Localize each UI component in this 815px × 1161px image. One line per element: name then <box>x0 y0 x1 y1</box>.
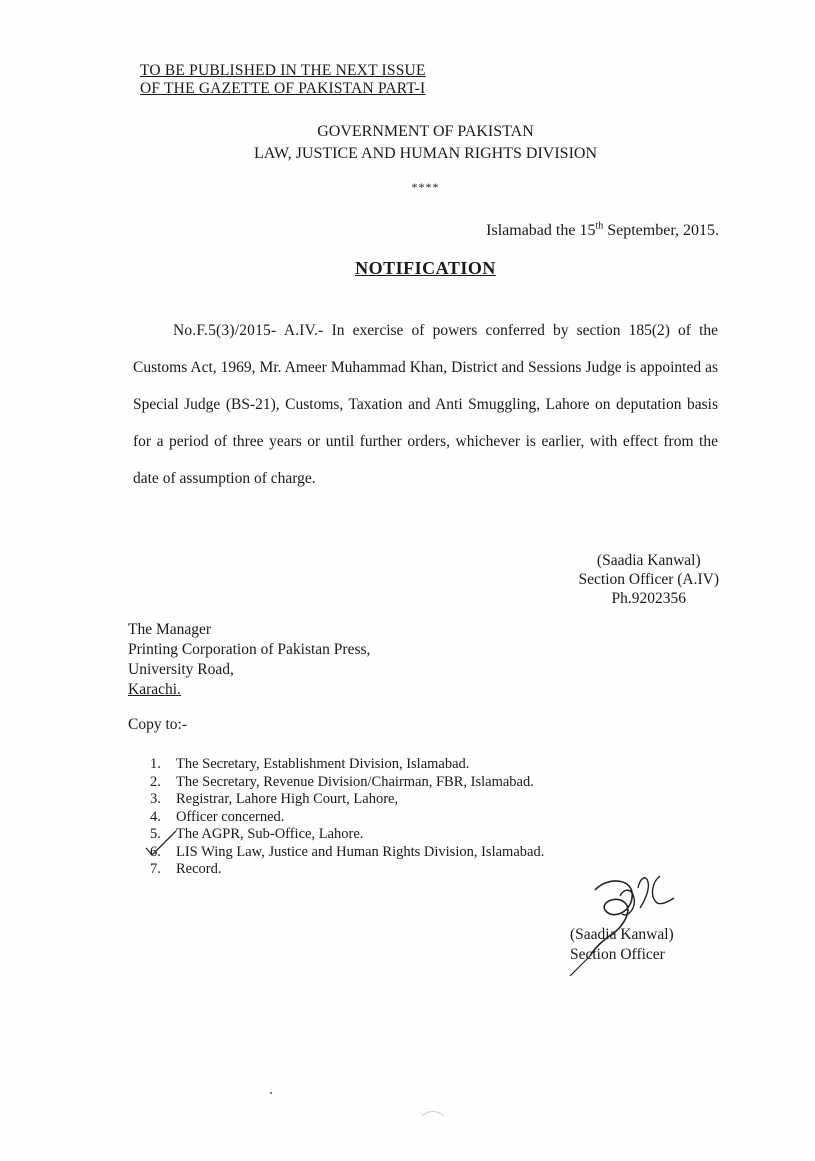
publish-instruction-line-1: TO BE PUBLISHED IN THE NEXT ISSUE <box>140 62 426 79</box>
copy-to-item-text: Officer concerned. <box>176 808 285 825</box>
copy-to-item-number: 1. <box>150 756 161 772</box>
copy-to-item-number: 7. <box>150 861 161 877</box>
notification-body <box>133 312 718 497</box>
copy-to-item-number: 2. <box>150 773 161 790</box>
date-prefix: Islamabad the 15 <box>486 222 596 239</box>
publish-instruction-line-2: OF THE GAZETTE OF PAKISTAN PART-I <box>140 80 426 97</box>
date-line <box>486 222 719 240</box>
notification-text: In exercise of powers conferred by section 185(2) of the Customs Act, 1969, Mr. Ameer Muhammad Khan, District and Sessions Judge is appointed as Special Judge (BS-21), Customs, Taxation and Anti Smuggling, Lahore on deputation basis for a period of three years or until further orders, whichever is earlier, with effect from the date of assumption of charge. <box>133 322 719 487</box>
scan-speck <box>270 1092 272 1094</box>
final-signatory-designation: Section Officer <box>570 946 665 963</box>
signatory-phone: Ph.9202356 <box>611 590 687 607</box>
copy-to-item-text: Record. <box>176 861 222 877</box>
copy-to-label: Copy to:- <box>128 716 187 733</box>
addressee-line-1: The Manager <box>128 621 212 638</box>
final-signature-block <box>570 925 674 965</box>
government-heading: GOVERNMENT OF PAKISTAN <box>317 123 534 140</box>
copy-to-item-number: 5. <box>150 826 161 842</box>
copy-to-item <box>150 756 544 774</box>
signatory-block <box>579 551 719 608</box>
signatory-name: (Saadia Kanwal) <box>596 552 701 569</box>
separator-stars: **** <box>411 180 440 194</box>
notification-reference: No.F.5(3)/2015- A.IV.- <box>173 322 324 339</box>
copy-to-list <box>150 756 544 879</box>
copy-to-item-number: 3. <box>150 791 161 807</box>
division-heading: LAW, JUSTICE AND HUMAN RIGHTS DIVISION <box>253 145 597 162</box>
tick-mark-icon <box>143 828 179 860</box>
signatory-designation: Section Officer (A.IV) <box>578 571 719 588</box>
copy-to-item-text: The Secretary, Establishment Division, Islamabad. <box>176 756 470 772</box>
copy-to-item-text: The Secretary, Revenue Division/Chairman, FBR, Islamabad. <box>176 773 534 790</box>
addressee-city: Karachi. <box>128 681 181 698</box>
copy-to-item <box>150 861 544 879</box>
addressee-line-3: University Road, <box>128 661 234 678</box>
copy-to-item-text: The AGPR, Sub-Office, Lahore. <box>176 826 364 842</box>
scan-smudge <box>420 1108 446 1118</box>
addressee-block <box>128 620 370 700</box>
copy-to-item-number: 6. <box>150 843 161 860</box>
copy-to-item <box>150 844 544 862</box>
copy-to-item <box>150 826 544 844</box>
final-signatory-name: (Saadia Kanwal) <box>570 926 674 943</box>
copy-to-item-text: LIS Wing Law, Justice and Human Rights Division, Islamabad. <box>176 843 545 860</box>
addressee-line-2: Printing Corporation of Pakistan Press, <box>128 641 371 658</box>
notification-title: NOTIFICATION <box>355 258 496 278</box>
date-rest: September, 2015. <box>603 222 719 239</box>
copy-to-item <box>150 791 544 809</box>
copy-to-item-number: 4. <box>150 808 161 825</box>
date-suffix: th <box>595 220 604 232</box>
copy-to-item <box>150 774 544 792</box>
copy-to-item <box>150 809 544 827</box>
copy-to-item-text: Registrar, Lahore High Court, Lahore, <box>176 791 399 807</box>
